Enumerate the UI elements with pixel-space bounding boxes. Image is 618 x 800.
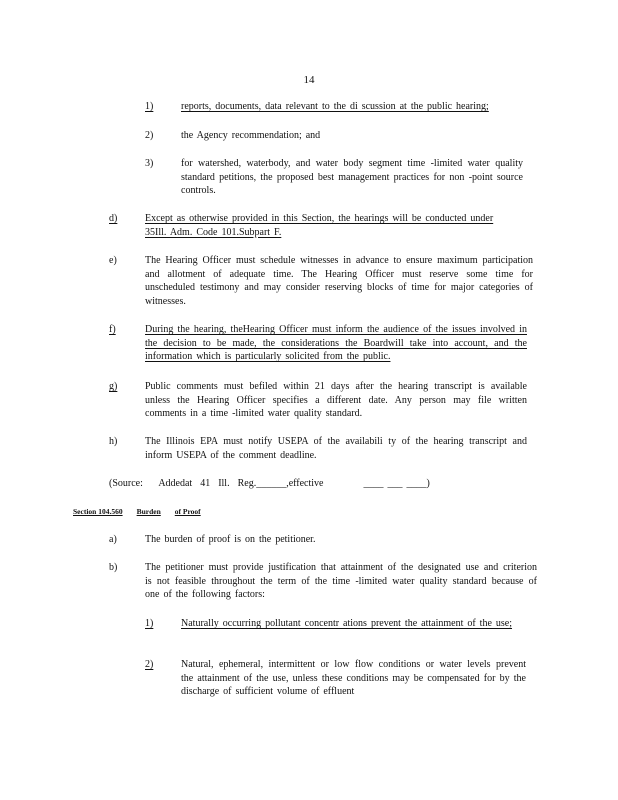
sec-item-label-a: a): [109, 534, 117, 545]
item-e-text: The Hearing Officer must schedule witnesses in advance to ensure maximum participation and allotment of adequate time. The Hearing Officer must reserve some time for unscheduled testimony and may consider reserving blocks of time for major categories of witnesses.: [145, 255, 533, 307]
source-note: (Source: Addedat 41 Ill. Reg.______,effective ____ ___ ____): [109, 478, 430, 489]
item-h-text: The Illinois EPA must notify USEPA of the availabili ty of the hearing transcript and inform USEPA of the comment deadline.: [145, 436, 527, 461]
list-label-3: 3): [145, 158, 154, 169]
sec-item-label-b: b): [109, 562, 118, 573]
factor-2-text: Natural, ephemeral, intermittent or low flow conditions or water levels prevent the attainment of the use, unless these conditions may be compensated for by the discharge of sufficient volume of effluent: [181, 659, 526, 697]
item-label-h: h): [109, 436, 118, 447]
list-item-2-text: the Agency recommendation; and: [181, 130, 321, 141]
item-d-text: Except as otherwise provided in this Section, the hearings will be conducted under 35Ill. Adm. Code 101.Subpart F.: [145, 213, 494, 238]
item-label-f: f): [109, 324, 116, 335]
sec-item-b-text: The petitioner must provide justification that attainment of the designated use and criterion is not feasible throughout the term of the time -limited water quality standard because of one of the following factors:: [145, 562, 537, 600]
factor-label-2: 2): [145, 659, 154, 670]
section-heading: [73, 507, 215, 517]
factor-1-text: Naturally occurring pollutant concentr ations prevent the attainment of the use;: [181, 618, 513, 629]
item-label-g: g): [109, 381, 118, 392]
section-number: Section 104.560: [73, 507, 123, 516]
section-title-part1: Burden: [136, 507, 161, 516]
list-label-1: 1): [145, 101, 154, 112]
page-number: 14: [303, 74, 315, 86]
item-g-text: Public comments must befiled within 21 days after the hearing transcript is available unless the Hearing Officer specifies a different date. Any person may file written comments in a time -limited water quality standard.: [145, 381, 527, 419]
list-item-3-text: for watershed, waterbody, and water body segment time -limited water quality standard petitions, the proposed best management practices for non -point source controls.: [181, 158, 523, 196]
sec-item-a-text: The burden of proof is on the petitioner.: [145, 534, 316, 545]
list-item-1-text: reports, documents, data relevant to the di scussion at the public hearing;: [181, 101, 489, 112]
section-title-part2: of Proof: [174, 507, 201, 516]
item-label-e: e): [109, 255, 117, 266]
list-label-2: 2): [145, 130, 154, 141]
factor-label-1: 1): [145, 618, 154, 629]
item-label-d: d): [109, 213, 118, 224]
item-f-text: During the hearing, theHearing Officer must inform the audience of the issues involved in the decision to be made, the considerations the Boardwill take into account, and the information which is particularly solicited from the public.: [145, 324, 527, 362]
